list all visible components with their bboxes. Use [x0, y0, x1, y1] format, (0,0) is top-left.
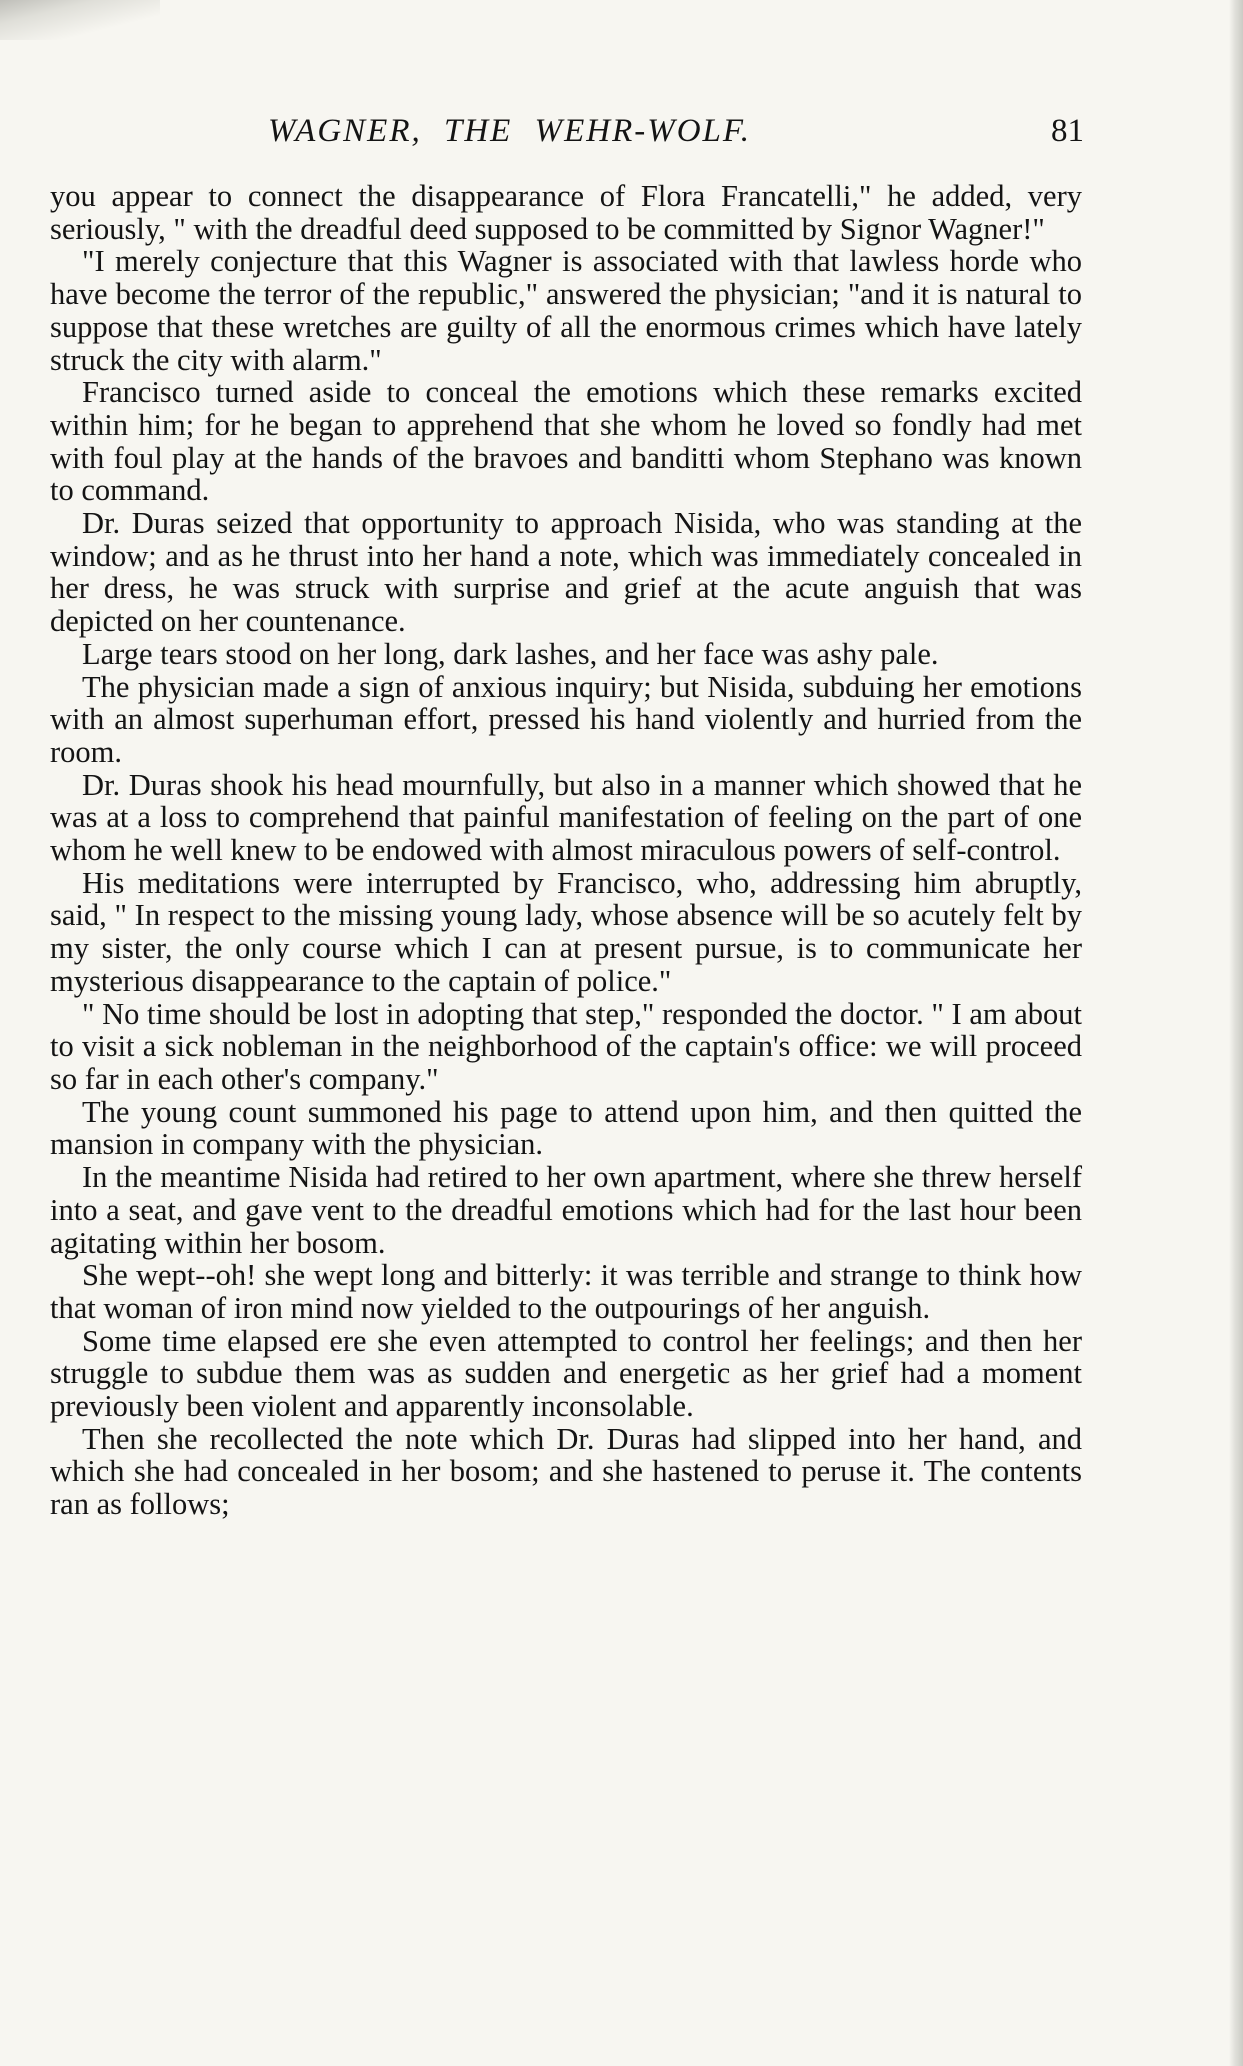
paragraph: Then she recollected the note which Dr. Duras had slipped into her hand, and which she had concealed in her bosom; and she hastened to peruse it. The contents ran as follows; [50, 1421, 1082, 1522]
paragraph: Dr. Duras shook his head mournfully, but also in a manner which showed that he was at a loss to comprehend that painful manifestation of feeling on the part of one whom he well knew to be endowed with almost miraculous powers of self-control. [50, 767, 1082, 868]
paragraph: The physician made a sign of anxious inquiry; but Nisida, subduing her emotions with an almost superhuman effort, pressed his hand violently and hurried from the room. [50, 669, 1082, 769]
paragraph: Some time elapsed ere she even attempted to control her feelings; and then her struggle to subdue them was as sudden and energetic as her grief had a moment previously been violent and apparently inconsolable. [50, 1323, 1082, 1424]
page-edge-shadow [1229, 0, 1243, 2066]
page-corner-shadow [0, 0, 160, 40]
paragraph: Large tears stood on her long, dark lashes, and her face was ashy pale. [82, 636, 939, 671]
paragraph: She wept--oh! she wept long and bitterly: it was terrible and strange to think how that woman of iron mind now yielded to the outpourings of her anguish. [50, 1258, 1082, 1325]
paragraph: " No time should be lost in adopting that step," responded the doctor. " I am about to visit a sick nobleman in the neighborhood of the captain's office: we will proceed so far in each other's company." [50, 996, 1082, 1096]
paragraph: "I merely conjecture that this Wagner is associated with that lawless horde who have become the terror of the republic," answered the physician; "and it is natural to suppose that these wretches are guilty of all the enormous crimes which have lately struck the city with alarm." [50, 244, 1082, 377]
running-head [50, 108, 1088, 154]
page-number: 81 [1051, 113, 1084, 149]
body-text [50, 180, 1082, 1521]
paragraph: In the meantime Nisida had retired to her own apartment, where she threw herself into a seat, and gave vent to the dreadful emotions which had for the last hour been agitating within her bosom. [50, 1160, 1082, 1260]
paragraph: Francisco turned aside to conceal the emotions which these remarks excited within him; for he began to apprehend that she whom he loved so fondly had met with foul play at the hands of the bravoes and banditti whom Stephano was known to command. [50, 375, 1082, 508]
paragraph: His meditations were interrupted by Francisco, who, addressing him abruptly, said, " In respect to the missing young lady, whose absence will be so acutely felt by my sister, the only course which I can at present pursue, is to communicate her mysterious disappearance to the captain of police." [50, 865, 1082, 998]
running-title: WAGNER, THE WEHR-WOLF. [268, 113, 752, 149]
paragraph: you appear to connect the disappearance of Flora Francatelli," he added, very seriously, " with the dreadful deed supposed to be committed by Signor Wagner!" [50, 179, 1082, 246]
paragraph: Dr. Duras seized that opportunity to approach Nisida, who was standing at the window; and as he thrust into her hand a note, which was immediately concealed in her dress, he was struck with surprise and grief at the acute anguish that was depicted on her countenance. [50, 506, 1082, 639]
paragraph: The young count summoned his page to attend upon him, and then quitted the mansion in company with the physician. [50, 1094, 1082, 1162]
